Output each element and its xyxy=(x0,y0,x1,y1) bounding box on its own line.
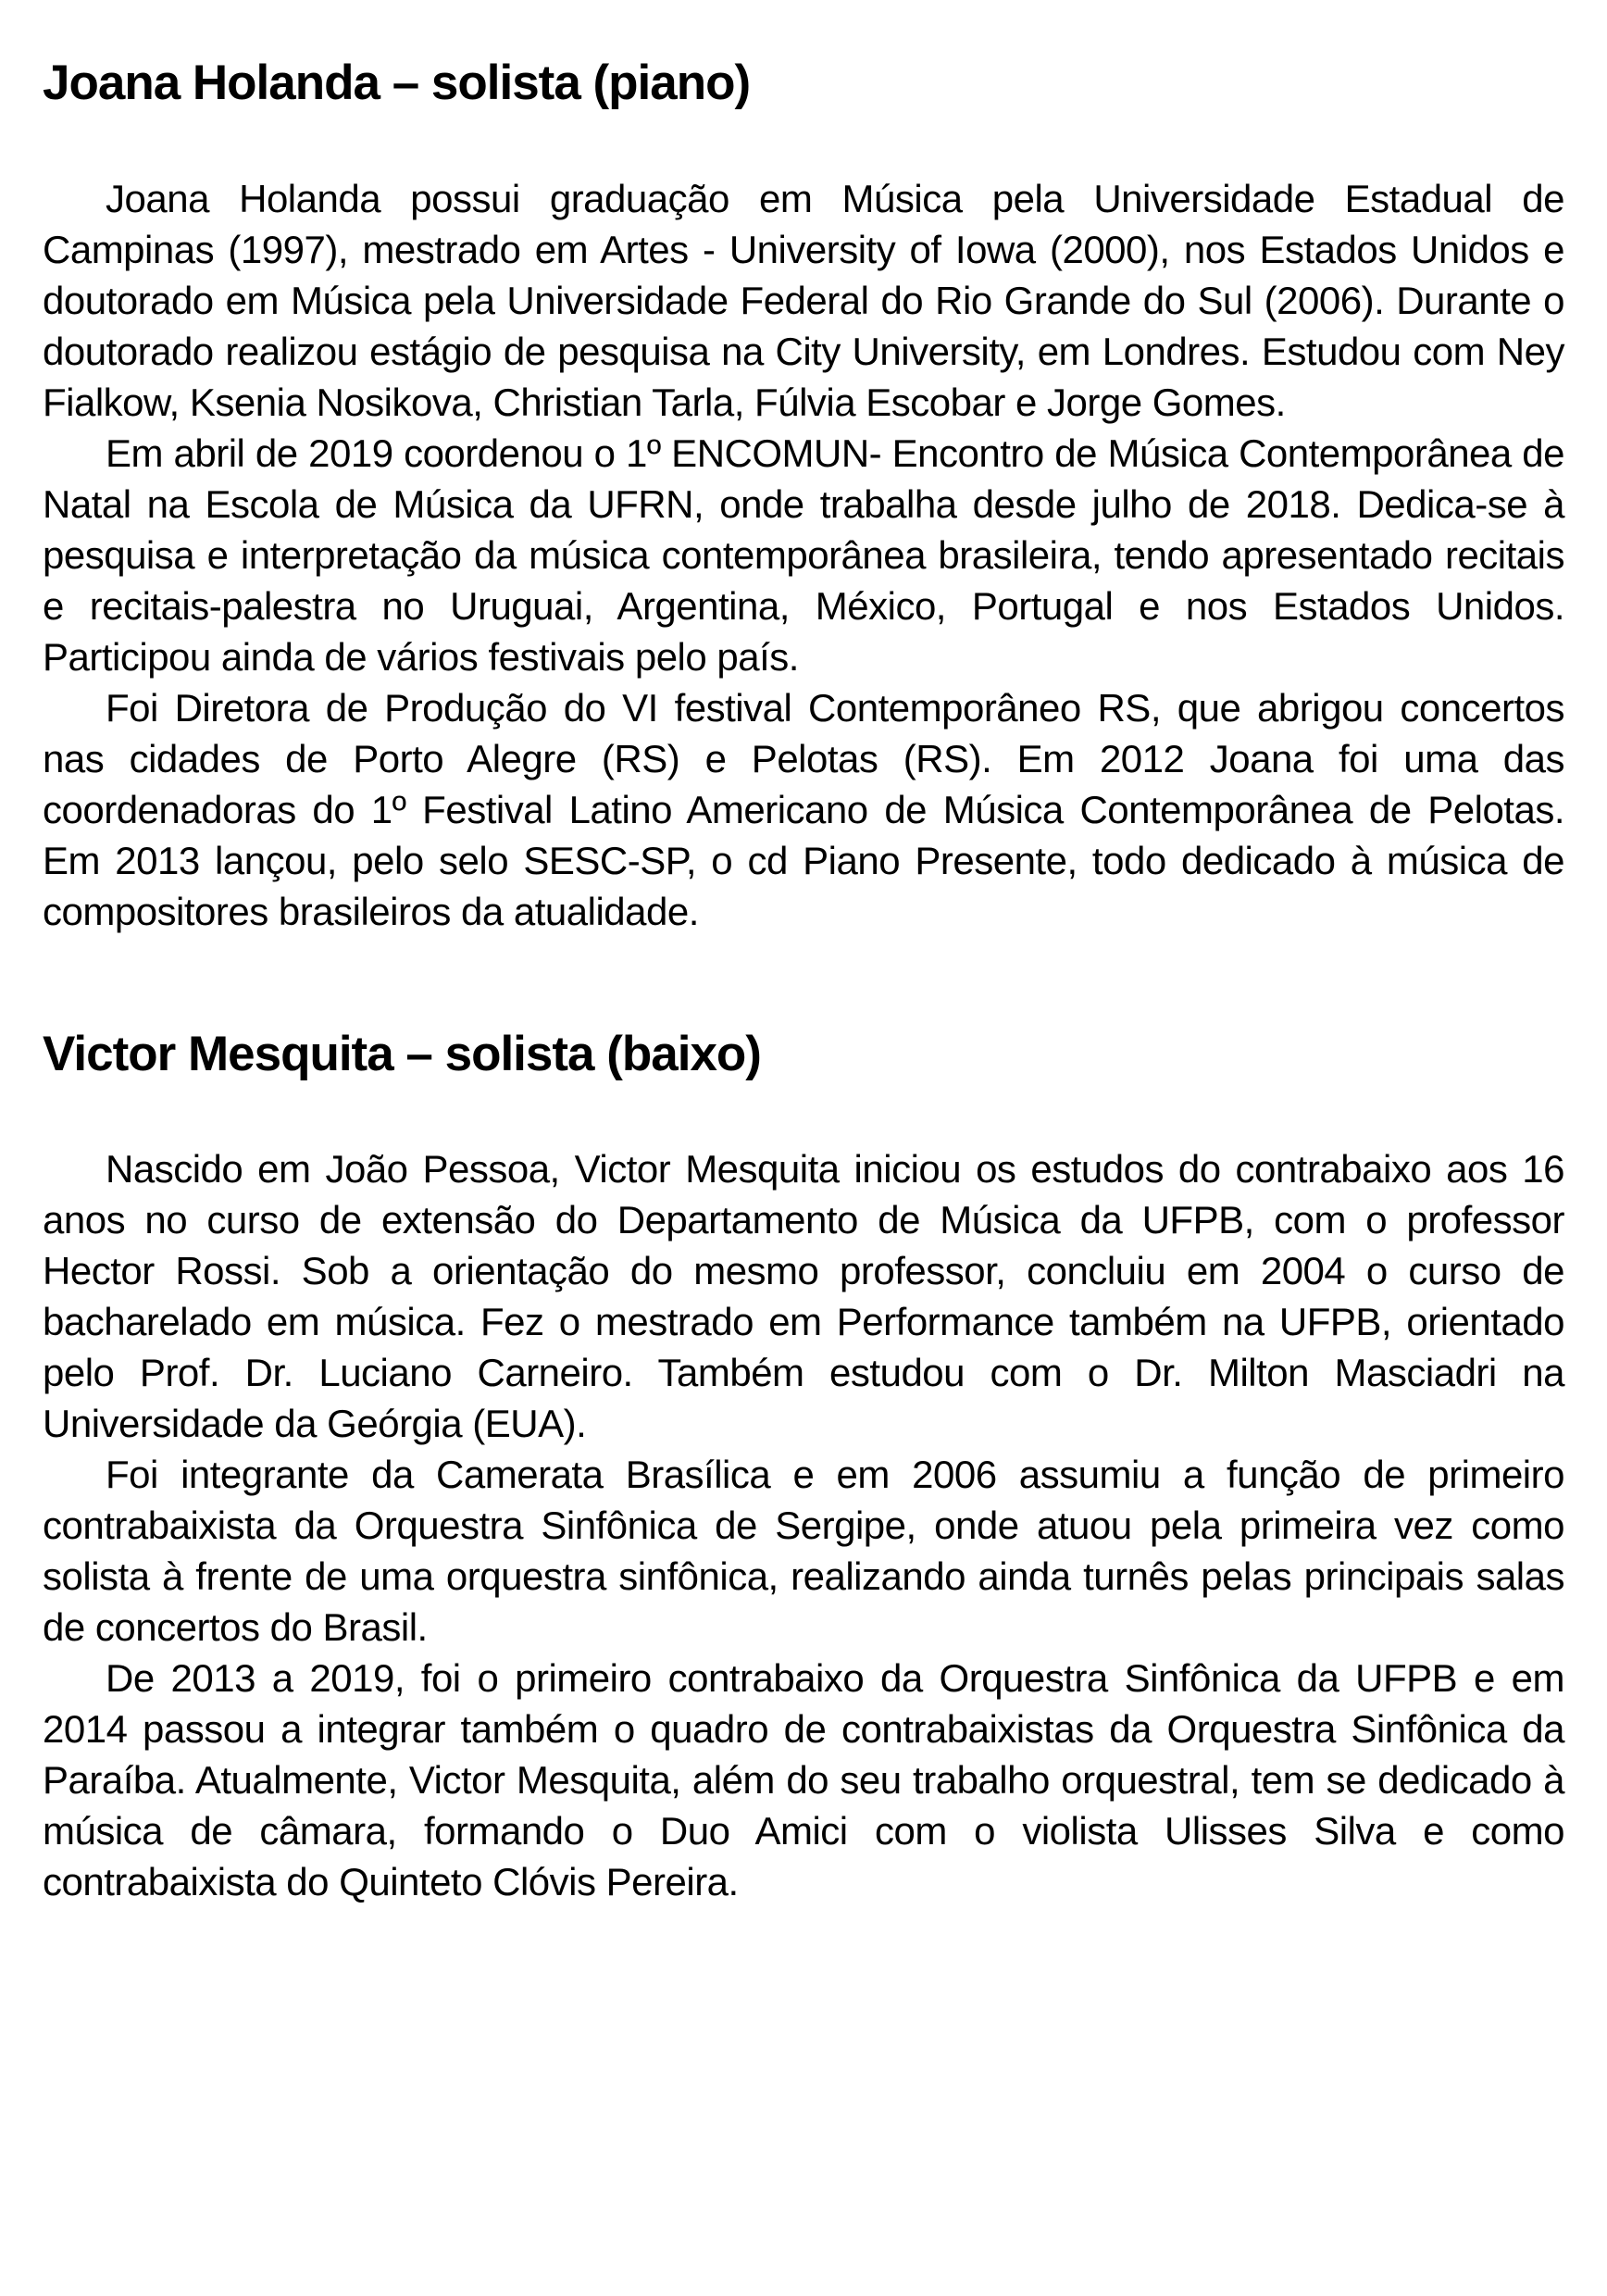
bio-paragraph-victor-2: Foi integrante da Camerata Brasílica e em 2006 assumiu a função de primeiro contrabaixista da Orquestra Sinfônica de Sergipe, onde atuou pela primeira vez como solista à frente de uma orquestra sinfônica, realizando ainda turnês pelas principais salas de concertos do Brasil. xyxy=(43,1453,1564,1650)
section-joana-holanda xyxy=(43,54,1564,937)
bio-paragraph-victor-3: De 2013 a 2019, foi o primeiro contrabaixo da Orquestra Sinfônica da UFPB e em 2014 passou a integrar também o quadro de contrabaixistas da Orquestra Sinfônica da Paraíba. Atualmente, Victor Mesquita, além do seu trabalho orquestral, tem se dedicado à música de câmara, formando o Duo Amici com o violista Ulisses Silva e como contrabaixista do Quinteto Clóvis Pereira. xyxy=(43,1656,1564,1904)
section-heading-joana-holanda: Joana Holanda – solista (piano) xyxy=(43,56,751,110)
bio-paragraph-joana-3: Foi Diretora de Produção do VI festival Contemporâneo RS, que abrigou concertos nas cidades de Porto Alegre (RS) e Pelotas (RS). Em 2012 Joana foi uma das coordenadoras do 1º Festival Latino Americano de Música Contemporânea de Pelotas. Em 2013 lançou, pelo selo SESC-SP, o cd Piano Presente, todo dedicado à música de compositores brasileiros da atualidade. xyxy=(43,685,1564,933)
section-heading-victor-mesquita: Victor Mesquita – solista (baixo) xyxy=(43,1026,761,1081)
bio-paragraph-joana-1: Joana Holanda possui graduação em Música pela Universidade Estadual de Campinas (1997), mestrado em Artes - University of Iowa (2000), nos Estados Unidos e doutorado em Música pela Universidade Federal do Rio Grande do Sul (2006). Durante o doutorado realizou estágio de pesquisa na City University, em Londres. Estudou com Ney Fialkow, Ksenia Nosikova, Christian Tarla, Fúlvia Escobar e Jorge Gomes. xyxy=(43,176,1564,424)
bio-paragraph-joana-2: Em abril de 2019 coordenou o 1º ENCOMUN- Encontro de Música Contemporânea de Natal na Escola de Música da UFRN, onde trabalha desde julho de 2018. Dedica-se à pesquisa e interpretação da música contemporânea brasileira, tendo apresentado recitais e recitais-palestra no Uruguai, Argentina, México, Portugal e nos Estados Unidos. Participou ainda de vários festivais pelo país. xyxy=(43,430,1564,679)
bio-paragraph-victor-1: Nascido em João Pessoa, Victor Mesquita iniciou os estudos do contrabaixo aos 16 anos no curso de extensão do Departamento de Música da UFPB, com o professor Hector Rossi. Sob a orientação do mesmo professor, concluiu em 2004 o curso de bacharelado em música. Fez o mestrado em Performance também na UFPB, orientado pelo Prof. Dr. Luciano Carneiro. Também estudou com o Dr. Milton Masciadri na Universidade da Geórgia (EUA). xyxy=(43,1147,1564,1446)
section-victor-mesquita xyxy=(43,1025,1564,1908)
